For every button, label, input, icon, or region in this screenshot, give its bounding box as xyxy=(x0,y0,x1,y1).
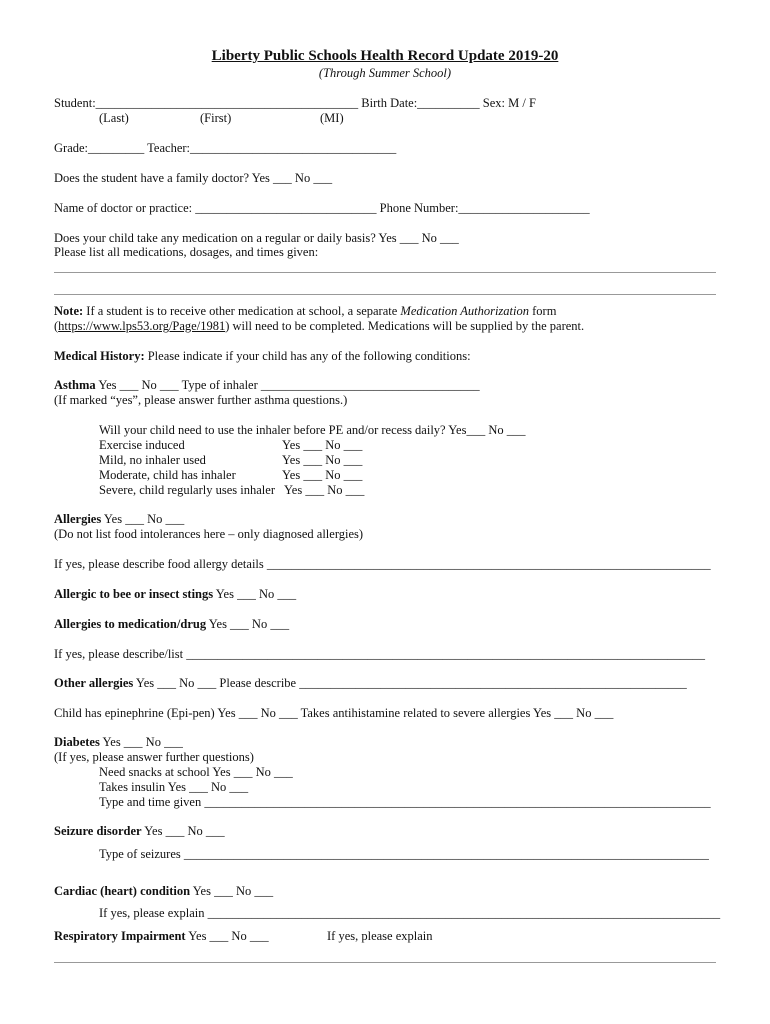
diabetes-row[interactable] xyxy=(54,735,183,750)
note-paren: ( xyxy=(54,319,59,333)
asthma-item-moderate: Moderate, child has inhaler xyxy=(99,468,236,482)
diabetes-type-time-field[interactable]: Type and time given _________________________________________________________________________________ xyxy=(99,795,711,809)
note-line-1 xyxy=(54,304,556,319)
note-form-text: form xyxy=(529,304,557,318)
seizure-type-field[interactable]: Type of seizures ____________________________________________________________________________________ xyxy=(99,847,709,861)
medication-line-2[interactable] xyxy=(54,294,716,295)
note-label: Note: xyxy=(54,304,84,318)
respiratory-explain-line[interactable] xyxy=(54,962,716,963)
other-allergies-label: Other allergies xyxy=(54,676,134,690)
medication-authorization-text: Medication Authorization xyxy=(400,304,529,318)
name-last-label: (Last) xyxy=(99,111,129,125)
diabetes-options[interactable]: Yes ___ No ___ xyxy=(99,735,183,749)
bee-sting-label: Allergic to bee or insect stings xyxy=(54,587,214,601)
medication-allergy-describe-field[interactable]: If yes, please describe/list ___________________________________________________________________________________ xyxy=(54,647,705,661)
name-first-label: (First) xyxy=(200,111,232,125)
student-field[interactable]: Student:__________________________________________ Birth Date:__________ Sex: M / F xyxy=(54,96,536,110)
allergies-row[interactable] xyxy=(54,512,184,527)
respiratory-label: Respiratory Impairment xyxy=(54,929,186,943)
cardiac-explain-field[interactable]: If yes, please explain __________________________________________________________________________________ xyxy=(99,906,721,920)
cardiac-label: Cardiac (heart) condition xyxy=(54,884,191,898)
note-text: If a student is to receive other medication at school, a separate xyxy=(83,304,401,318)
cardiac-row[interactable] xyxy=(54,884,273,899)
name-mi-label: (MI) xyxy=(320,111,344,125)
medical-history-label: Medical History: xyxy=(54,349,145,363)
bee-sting-options[interactable]: Yes ___ No ___ xyxy=(213,587,297,601)
medication-line-1[interactable] xyxy=(54,272,716,273)
note-text-end: ) will need to be completed. Medications will be supplied by the parent. xyxy=(225,319,585,333)
note-line-2 xyxy=(54,319,584,334)
inhaler-question[interactable]: Will your child need to use the inhaler before PE and/or recess daily? Yes___ No ___ xyxy=(99,423,526,437)
medication-question[interactable]: Does your child take any medication on a regular or daily basis? Yes ___ No ___ xyxy=(54,231,459,245)
diabetes-label: Diabetes xyxy=(54,735,100,749)
medication-allergy-options[interactable]: Yes ___ No ___ xyxy=(206,617,290,631)
medical-history-heading xyxy=(54,349,471,364)
medication-allergy-row[interactable] xyxy=(54,617,289,632)
asthma-label: Asthma xyxy=(54,378,96,392)
asthma-item-mild: Mild, no inhaler used xyxy=(99,453,206,467)
page-title: Liberty Public Schools Health Record Update 2019-20 xyxy=(211,48,559,64)
epipen-antihistamine-row[interactable]: Child has epinephrine (Epi-pen) Yes ___ No ___ Takes antihistamine related to severe allergies Yes ___ No ___ xyxy=(54,706,614,720)
medication-allergy-label: Allergies to medication/drug xyxy=(54,617,207,631)
respiratory-row[interactable] xyxy=(54,929,269,944)
food-allergy-details-field[interactable]: If yes, please describe food allergy details _______________________________________________________________________ xyxy=(54,557,711,571)
medication-list-prompt: Please list all medications, dosages, and times given: xyxy=(54,245,319,259)
asthma-item-exercise: Exercise induced xyxy=(99,438,185,452)
diabetes-insulin-row[interactable]: Takes insulin Yes ___ No ___ xyxy=(99,780,249,794)
doctor-name-field[interactable]: Name of doctor or practice: _____________________________ Phone Number:_____________________ xyxy=(54,201,590,215)
medication-authorization-link[interactable]: https://www.lps53.org/Page/1981 xyxy=(58,319,226,333)
asthma-row[interactable] xyxy=(54,378,480,393)
asthma-item-mild-options[interactable]: Yes ___ No ___ xyxy=(282,453,363,467)
seizure-row[interactable] xyxy=(54,824,225,839)
asthma-item-exercise-options[interactable]: Yes ___ No ___ xyxy=(282,438,363,452)
seizure-options[interactable]: Yes ___ No ___ xyxy=(141,824,225,838)
allergies-options[interactable]: Yes ___ No ___ xyxy=(101,512,185,526)
asthma-note: (If marked “yes”, please answer further asthma questions.) xyxy=(54,393,348,407)
respiratory-options[interactable]: Yes ___ No ___ xyxy=(185,929,269,943)
other-allergies-options[interactable]: Yes ___ No ___ Please describe ______________________________________________________________ xyxy=(133,676,687,690)
asthma-item-severe-options[interactable]: Yes ___ No ___ xyxy=(284,483,365,497)
grade-teacher-field[interactable]: Grade:_________ Teacher:_________________________________ xyxy=(54,141,397,155)
seizure-label: Seizure disorder xyxy=(54,824,142,838)
family-doctor-question[interactable]: Does the student have a family doctor? Yes ___ No ___ xyxy=(54,171,333,185)
allergies-note: (Do not list food intolerances here – only diagnosed allergies) xyxy=(54,527,364,541)
respiratory-explain-label: If yes, please explain xyxy=(327,929,433,943)
page-subtitle: (Through Summer School) xyxy=(318,66,452,80)
cardiac-options[interactable]: Yes ___ No ___ xyxy=(190,884,274,898)
diabetes-snacks-row[interactable]: Need snacks at school Yes ___ No ___ xyxy=(99,765,293,779)
medical-history-text: Please indicate if your child has any of the following conditions: xyxy=(144,349,471,363)
bee-sting-allergy-row[interactable] xyxy=(54,587,296,602)
allergies-label: Allergies xyxy=(54,512,102,526)
diabetes-note: (If yes, please answer further questions) xyxy=(54,750,254,764)
other-allergies-row[interactable] xyxy=(54,676,687,691)
asthma-options[interactable]: Yes ___ No ___ Type of inhaler ___________________________________ xyxy=(95,378,480,392)
asthma-item-severe: Severe, child regularly uses inhaler xyxy=(99,483,275,497)
asthma-item-moderate-options[interactable]: Yes ___ No ___ xyxy=(282,468,363,482)
